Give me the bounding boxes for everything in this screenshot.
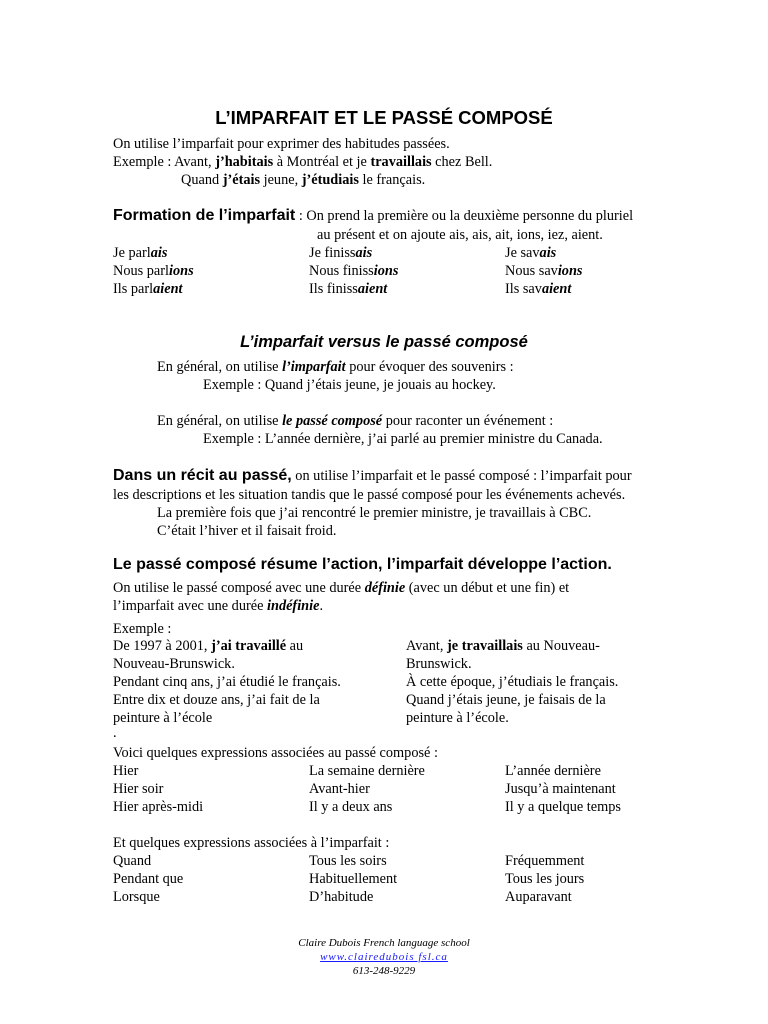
conj-cell: Ils parlaient xyxy=(113,281,183,297)
resume-right-3: À cette époque, j’étudiais le français. xyxy=(406,674,619,690)
resume-left-3: Pendant cinq ans, j’ai étudié le français. xyxy=(113,674,341,690)
expr-cell: Lorsque xyxy=(113,889,160,905)
conj-cell: Je parlais xyxy=(113,245,168,261)
resume-line-2: l’imparfait avec une durée indéfinie. xyxy=(113,598,324,614)
expr-cell: D’habitude xyxy=(309,889,374,905)
resume-left-2: Nouveau-Brunswick. xyxy=(113,656,235,672)
resume-left-5: peinture à l’école xyxy=(113,710,213,726)
conj-cell: Nous parlions xyxy=(113,263,194,279)
page-title: L’IMPARFAIT ET LE PASSÉ COMPOSÉ xyxy=(215,107,553,128)
expr-cell: Il y a quelque temps xyxy=(505,799,621,815)
intro-example: Exemple : Avant, j’habitais à Montréal et je travaillais chez Bell. xyxy=(113,154,493,170)
formation-line-2: au présent et on ajoute ais, ais, ait, ions, iez, aient. xyxy=(317,227,603,243)
expr-cell: Jusqu’à maintenant xyxy=(505,781,616,797)
footer-url-line xyxy=(0,950,768,964)
conj-cell: Ils savaient xyxy=(505,281,572,297)
resume-exemple-label: Exemple : xyxy=(113,621,172,637)
intro-line: On utilise l’imparfait pour exprimer des habitudes passées. xyxy=(113,136,450,152)
recit-line: Dans un récit au passé, on utilise l’imparfait et le passé composé : l’imparfait pour xyxy=(113,467,632,484)
conj-cell: Nous savions xyxy=(505,263,583,279)
expr-cell: Hier après-midi xyxy=(113,799,204,815)
resume-right-2: Brunswick. xyxy=(406,656,472,672)
intro-example-2: Quand j’étais jeune, j’étudiais le français. xyxy=(181,172,426,188)
expr-cell: Fréquemment xyxy=(505,853,585,869)
conj-cell: Nous finissions xyxy=(309,263,399,279)
expr-cell: Habituellement xyxy=(309,871,398,887)
expr-cell: Il y a deux ans xyxy=(309,799,393,815)
footer-school: Claire Dubois French language school xyxy=(298,937,470,949)
expr-cell: Tous les soirs xyxy=(309,853,387,869)
expr-cell: Hier xyxy=(113,763,139,779)
recit-example-2: C’était l’hiver et il faisait froid. xyxy=(157,523,337,539)
expr-cell: Tous les jours xyxy=(505,871,585,887)
resume-right-5: peinture à l’école. xyxy=(406,710,509,726)
expr-cell: Auparavant xyxy=(505,889,572,905)
versus-heading: L’imparfait versus le passé composé xyxy=(240,333,528,351)
expr-cell: La semaine dernière xyxy=(309,763,425,779)
recit-heading: Dans un récit au passé, xyxy=(113,467,292,484)
resume-left-1: De 1997 à 2001, j’ai travaillé au xyxy=(113,638,304,654)
expr-cell: Quand xyxy=(113,853,152,869)
recit-example-1: La première fois que j’ai rencontré le premier ministre, je travaillais à CBC. xyxy=(157,505,592,521)
conj-cell: Je savais xyxy=(505,245,557,261)
versus-p1-example: Exemple : Quand j’étais jeune, je jouais au hockey. xyxy=(203,377,496,393)
resume-dot: . xyxy=(113,725,117,741)
resume-left-4: Entre dix et douze ans, j’ai fait de la xyxy=(113,692,320,708)
expr-cell: L’année dernière xyxy=(505,763,601,779)
versus-p2-example: Exemple : L’année dernière, j’ai parlé au premier ministre du Canada. xyxy=(203,431,603,447)
conj-cell: Ils finissaient xyxy=(309,281,388,297)
conj-cell: Je finissais xyxy=(309,245,373,261)
expr-imp-intro: Et quelques expressions associées à l’imparfait : xyxy=(113,835,390,851)
versus-p1: En général, on utilise l’imparfait pour évoquer des souvenirs : xyxy=(157,359,514,375)
resume-right-4: Quand j’étais jeune, je faisais de la xyxy=(406,692,606,708)
footer-phone: 613-248-9229 xyxy=(352,965,416,977)
formation-line: Formation de l’imparfait : On prend la première ou la deuxième personne du pluriel xyxy=(113,207,634,224)
resume-heading: Le passé composé résume l’action, l’imparfait développe l’action. xyxy=(113,556,612,573)
formation-heading: Formation de l’imparfait xyxy=(113,207,296,224)
resume-right-1: Avant, je travaillais au Nouveau- xyxy=(406,638,600,654)
expr-pc-intro: Voici quelques expressions associées au passé composé : xyxy=(113,745,438,761)
recit-line-2: les descriptions et les situation tandis que le passé composé pour les événements achevés. xyxy=(113,487,626,503)
expr-cell: Pendant que xyxy=(113,871,184,887)
footer-url-link[interactable]: www.clairedubois fsl.ca xyxy=(320,951,448,963)
expr-cell: Hier soir xyxy=(113,781,164,797)
resume-line-1: On utilise le passé composé avec une durée définie (avec un début et une fin) et xyxy=(113,580,570,596)
versus-p2: En général, on utilise le passé composé pour raconter un événement : xyxy=(157,413,554,429)
expr-cell: Avant-hier xyxy=(309,781,370,797)
